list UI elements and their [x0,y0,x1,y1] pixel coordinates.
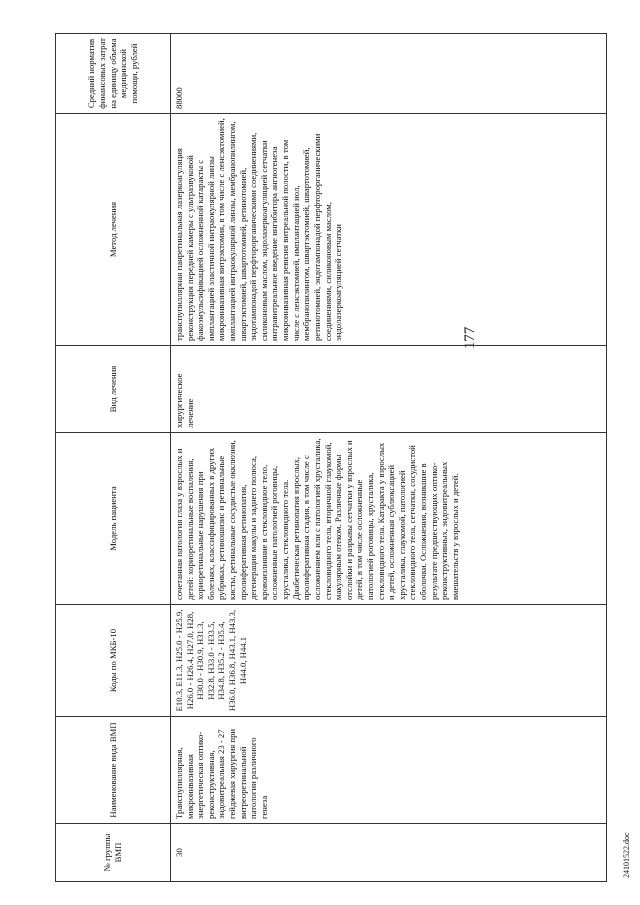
cell-codes: Е10.3, Е11.3, Н25.0 - Н25.9, Н26.0 - Н26.4, Н27.0, Н28, Н30.0 - Н30.9, Н31.3, Н32.8, Н33.0 - Н33.5, Н34.8, Н35.2 - Н35.4, Н36.0, Н36.8, Н43.1, Н43.3, Н44.0, Н44.1 [171,605,607,717]
page-number: 177 [462,326,478,350]
method-item: микроинвазивная ревизия витреальной полости, в том числе с ленсэктомией, имплантацией иол, мембранопилингом, швартэктомией, швартотомией, ретинотомией, эндотампонадой перфторорганическими соединениями, силиконовым маслом, эндолазеркоагуляцией сетчатки [280,133,344,341]
cell-methods [171,114,607,346]
cell-treatment-type: хирургическое лечение [171,346,607,433]
col-header-name: Наименование вида ВМП [56,717,171,824]
vmp-table [55,33,607,882]
col-header-group: № группы ВМП [56,824,171,882]
cell-patient-model: сочетанная патология глаза у взрослых и детей: хориоретинальные воспаления, хориоретинальные нарушения при болезнях, классифицированных в других рубриках, ретиношизис и ретинальные кисты, ретинальные сосудистые окклюзии, пролиферативная ретинопатия, дегенерация макулы и заднего полюса, кровоизлияние в стекловидное тело, осложненные патологией роговицы, хрусталика, стекловидного тела. Диабетическая ретинопатия взрослых, пролиферативная стадия, в том числе с осложнением или с патологией хрусталика, стекловидного тела, вторичной глаукомой, макулярным отеком. Различные формы отслойки и разрывы сетчатки у взрослых и детей, в том числе осложненные патологией роговицы, хрусталика, стекловидного тела. Катаракта у взрослых и детей, осложненная сублюксацией хрусталика, глаукомой, патологией стекловидного тела, сетчатки, сосудистой оболочки. Осложнения, возникшие в результате предшествующих оптико-реконструктивных, эндовитреальных вмешательств у взрослых и детей. [171,433,607,605]
method-item: транспупиллярная панретинальная лазеркоагуляция [174,148,184,341]
method-item: микроинвазивная витрэктомия, в том числе с ленсэктомией, имплантацией интраокулярной линзы, мембранопилингом, швартэктомией, швартотомией, ретинотомией, эндотампонадой перфторорганическими соединениями, силиконовым маслом, эндолазеркоагуляцией сетчатки [216,118,269,341]
table-row [171,34,607,882]
table-header-row [56,34,171,882]
col-header-codes: Коды по МКБ-10 [56,605,171,717]
footer-doc-code: 24101522.doc [622,832,631,878]
method-item: интравитреальное введение ингибитора ангиогенеза [269,146,280,341]
cell-group: 30 [171,824,607,882]
table-rotated-container [55,34,605,882]
method-item: реконструкция передней камеры с ультразвуковой факоэмульсификацией осложненной катаракты с имплантацией эластичной интраокулярной линзы [184,155,216,341]
col-header-patient-model: Модель пациента [56,433,171,605]
col-header-method: Метод лечения [56,114,171,346]
cell-cost: 88000 [171,34,607,114]
col-header-cost: Средний норматив финансовых затрат на единицу объема медицинской помощи, рублей [56,34,171,114]
cell-name: Транспупиллярная, микроинвазивная энергетическая оптико-реконструктивная, эндовитреальная 23 - 27 гейджевая хирургия при витреоретинальной патологии различного генеза [171,717,607,824]
col-header-treatment-type: Вид лечения [56,346,171,433]
